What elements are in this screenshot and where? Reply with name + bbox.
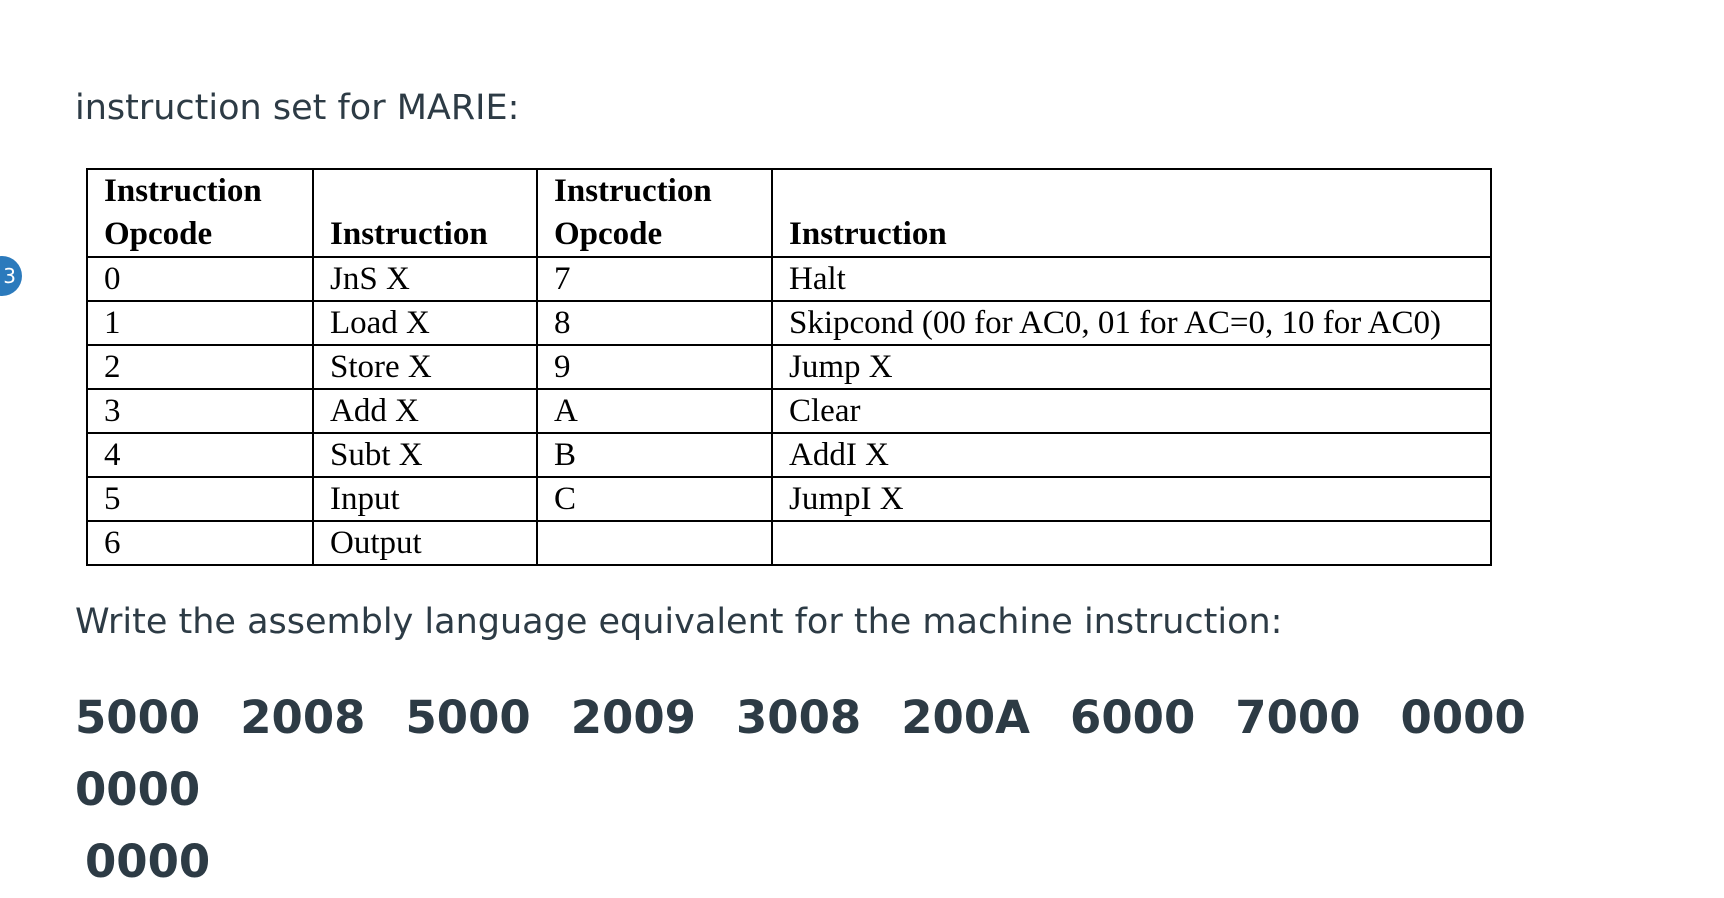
table-cell: 1 xyxy=(87,301,313,345)
side-badge[interactable]: 3 xyxy=(0,256,22,296)
table-cell: Jump X xyxy=(772,345,1491,389)
table-cell: 8 xyxy=(537,301,772,345)
machine-code: 5000 xyxy=(75,691,201,744)
table-cell: Subt X xyxy=(313,433,537,477)
header-instruction-2: Instruction xyxy=(772,169,1491,257)
table-cell: AddI X xyxy=(772,433,1491,477)
table-cell xyxy=(537,521,772,565)
table-cell: Output xyxy=(313,521,537,565)
table-cell: Halt xyxy=(772,257,1491,301)
machine-code: 6000 xyxy=(1070,691,1196,744)
machine-code: 5000 xyxy=(405,691,531,744)
table-row xyxy=(87,257,1491,301)
table-cell: Load X xyxy=(313,301,537,345)
machine-code: 200A xyxy=(901,691,1031,744)
table-cell: 4 xyxy=(87,433,313,477)
machine-code: 0000 xyxy=(1400,691,1526,744)
table-cell: B xyxy=(537,433,772,477)
machine-code-list xyxy=(75,682,1675,898)
machine-code: 2008 xyxy=(240,691,366,744)
table-cell: A xyxy=(537,389,772,433)
table-cell: Store X xyxy=(313,345,537,389)
table-cell: Input xyxy=(313,477,537,521)
table-cell: C xyxy=(537,477,772,521)
table-row xyxy=(87,433,1491,477)
table-cell: 9 xyxy=(537,345,772,389)
table-row xyxy=(87,345,1491,389)
table-cell: JnS X xyxy=(313,257,537,301)
table-cell: 7 xyxy=(537,257,772,301)
header-opcode-1: Instruction Opcode xyxy=(87,169,313,257)
machine-code: 7000 xyxy=(1235,691,1361,744)
instruction-set-table xyxy=(86,168,1492,566)
table-cell: 0 xyxy=(87,257,313,301)
table-row xyxy=(87,301,1491,345)
table-row xyxy=(87,521,1491,565)
table-cell xyxy=(772,521,1491,565)
header-instruction-1: Instruction xyxy=(313,169,537,257)
machine-code: 2009 xyxy=(570,691,696,744)
table-cell: Add X xyxy=(313,389,537,433)
table-cell: 2 xyxy=(87,345,313,389)
table-cell: JumpI X xyxy=(772,477,1491,521)
table-cell: Clear xyxy=(772,389,1491,433)
table-cell: 6 xyxy=(87,521,313,565)
header-opcode-2: Instruction Opcode xyxy=(537,169,772,257)
table-row xyxy=(87,477,1491,521)
intro-heading: instruction set for MARIE: xyxy=(75,88,520,128)
machine-code: 0000 xyxy=(85,835,211,888)
machine-code: 3008 xyxy=(736,691,862,744)
table-cell: 3 xyxy=(87,389,313,433)
question-text: Write the assembly language equivalent for the machine instruction: xyxy=(75,602,1283,642)
machine-code: 0000 xyxy=(75,763,201,816)
table-header-row xyxy=(87,169,1491,257)
table-row xyxy=(87,389,1491,433)
table-cell: 5 xyxy=(87,477,313,521)
table-cell: Skipcond (00 for AC0, 01 for AC=0, 10 for AC0) xyxy=(772,301,1491,345)
